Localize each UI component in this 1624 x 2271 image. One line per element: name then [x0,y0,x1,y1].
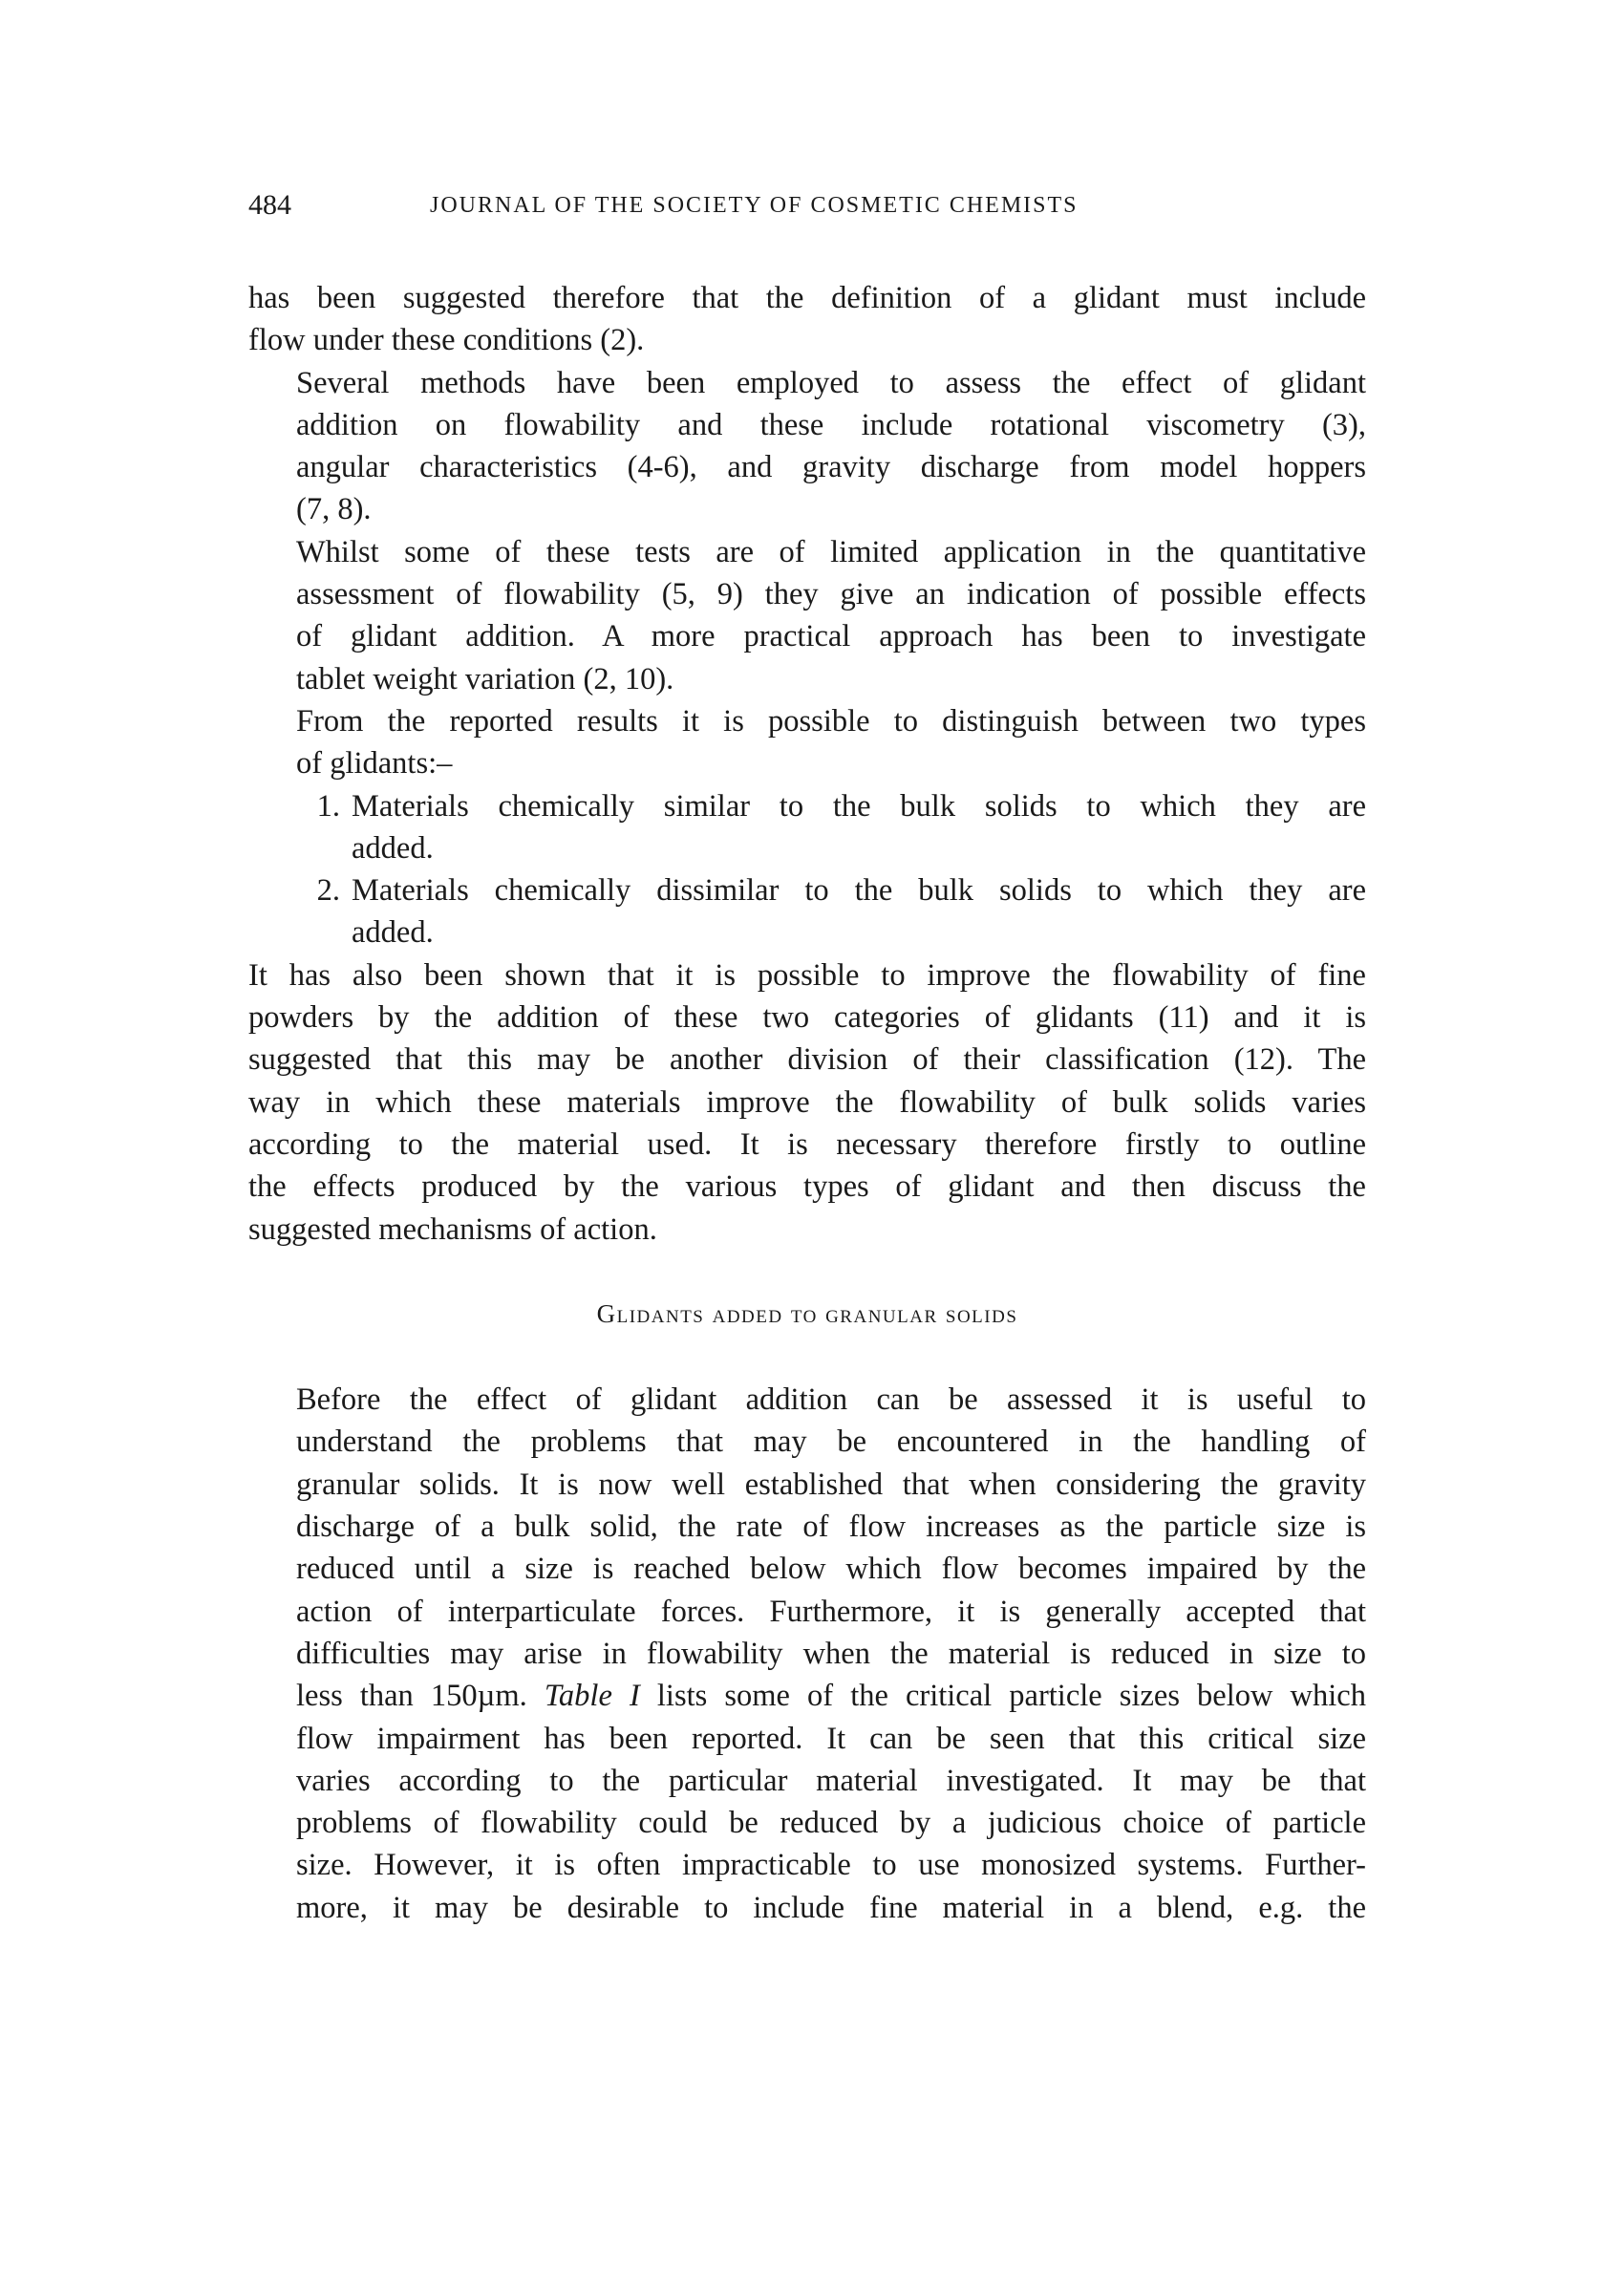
list-text [352,869,1366,954]
text-line: flow impairment has been reported. It can be seen that this critical size [296,1721,1366,1756]
text-line: suggested that this may be another division of their classification (12). The [248,1042,1366,1078]
list-item [248,869,1366,954]
text-line: Before the effect of glidant addition can be assessed it is useful to [296,1382,1366,1418]
list-number: 2. [316,873,340,909]
list-number: 1. [316,788,340,824]
text-line: understand the problems that may be encountered in the handling of [296,1425,1366,1460]
page-number: 484 [248,189,291,221]
text-line: From the reported results it is possible to distinguish between two types [296,703,1366,739]
paragraph-3 [248,531,1366,700]
text-line: tablet weight variation (2, 10). [296,661,674,696]
text-line: It has also been shown that it is possible to improve the flowability of fine [248,957,1366,993]
section-paragraph [248,1379,1366,1929]
text-line: Materials chemically dissimilar to the bulk solids to which they are [352,873,1366,909]
text-line [248,1675,1366,1717]
text-line: problems of flowability could be reduced by a judicious choice of particle [296,1806,1366,1841]
list-text [352,785,1366,870]
text-line: assessment of flowability (5, 9) they give an indication of possible effects [296,577,1366,612]
text-line: difficulties may arise in flowability when the material is reduced in size to [296,1636,1366,1671]
text-line: has been suggested therefore that the definition of a glidant must include [248,281,1366,315]
text-line: way in which these materials improve the flowability of bulk solids varies [248,1084,1366,1120]
paragraph-2 [248,362,1366,531]
text-line: of glidants:– [296,746,453,782]
text-line: of glidant addition. A more practical approach has been to investigate [296,619,1366,654]
text-line: flow under these conditions (2). [248,323,645,358]
running-head: JOURNAL OF THE SOCIETY OF COSMETIC CHEMISTS [430,193,1079,218]
text-line: size. However, it is often impracticable to use monosized systems. Further- [296,1848,1366,1883]
text-line: more, it may be desirable to include fine material in a blend, e.g. the [296,1890,1366,1925]
text-line: added. [352,830,434,866]
text-line: powders by the addition of these two categories of glidants (11) and it is [248,1000,1366,1036]
text-line: the effects produced by the various types of glidant and then discuss the [248,1169,1366,1205]
text-line: Whilst some of these tests are of limited application in the quantitative [296,534,1366,569]
text-line: Several methods have been employed to assess the effect of glidant [296,365,1366,400]
text-line: addition on flowability and these include rotational viscometry (3), [296,407,1366,442]
text-line: added. [352,915,434,951]
text-line: reduced until a size is reached below which flow becomes impaired by the [296,1552,1366,1587]
text-line: granular solids. It is now well established that when considering the gravity [296,1467,1366,1502]
text-line: angular characteristics (4-6), and gravity discharge from model hoppers [296,450,1366,485]
text-line: (7, 8). [296,492,372,527]
text-run: lists some of the critical particle sizes below which [639,1679,1366,1714]
paragraph-5 [248,954,1366,1251]
text-line: according to the material used. It is necessary therefore firstly to outline [248,1126,1366,1162]
text-line: varies according to the particular material investigated. It may be that [296,1763,1366,1798]
paragraph-1 [248,277,1366,362]
page-header [248,189,1366,233]
text-run: less than 150µm. [296,1679,545,1714]
body-text [248,277,1366,1929]
paragraph-4 [248,700,1366,785]
table-reference: Table I [544,1679,640,1714]
text-line: Materials chemically similar to the bulk solids to which they are [352,788,1366,824]
list-item [248,785,1366,870]
text-line: action of interparticulate forces. Furthermore, it is generally accepted that [296,1594,1366,1629]
section-heading: Glidants added to granular solids [596,1298,1018,1328]
text-line: suggested mechanisms of action. [248,1211,657,1247]
text-line: discharge of a bulk solid, the rate of flow increases as the particle size is [296,1510,1366,1545]
